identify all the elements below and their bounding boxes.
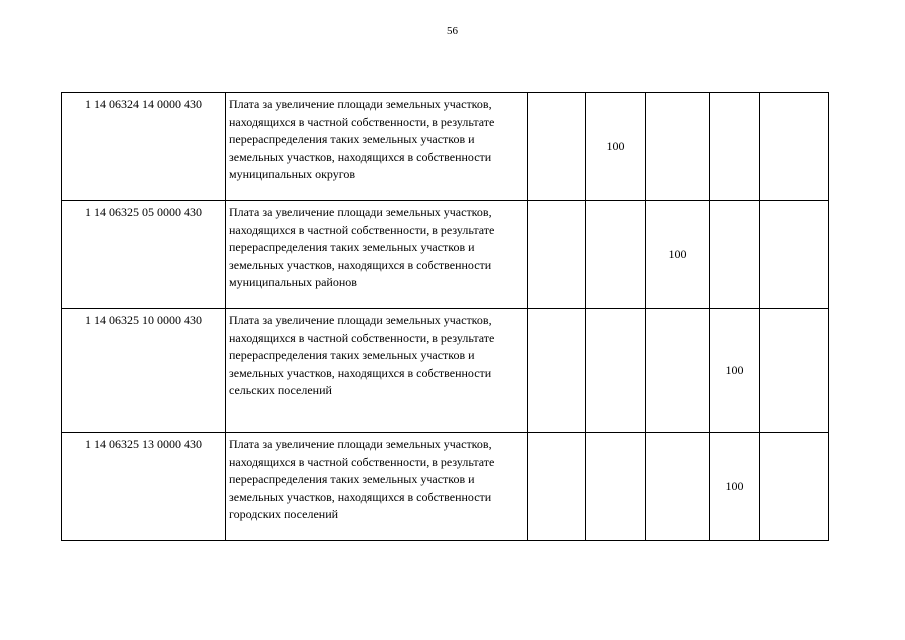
- revenue-code-cell: 1 14 06325 10 0000 430: [62, 309, 226, 433]
- table-row: [62, 433, 829, 541]
- value-cell: 100: [586, 93, 646, 201]
- value-cell: [646, 309, 710, 433]
- value-cell: 100: [646, 201, 710, 309]
- revenue-code-cell: 1 14 06324 14 0000 430: [62, 93, 226, 201]
- value-cell: [710, 201, 760, 309]
- table-row: [62, 309, 829, 433]
- value-cell: [528, 201, 586, 309]
- value-cell: 100: [710, 433, 760, 541]
- revenue-description-cell: Плата за увеличение площади земельных участков, находящихся в частной собственности, в результате перераспределения таких земельных участков и земельных участков, находящихся в собственности муниципальных районов: [226, 201, 528, 309]
- value-cell: [646, 93, 710, 201]
- revenue-description-cell: Плата за увеличение площади земельных участков, находящихся в частной собственности, в результате перераспределения таких земельных участков и земельных участков, находящихся в собственности городских поселений: [226, 433, 528, 541]
- value-cell: [586, 433, 646, 541]
- value-cell: [528, 433, 586, 541]
- value-cell: [586, 201, 646, 309]
- revenue-description-cell: Плата за увеличение площади земельных участков, находящихся в частной собственности, в результате перераспределения таких земельных участков и земельных участков, находящихся в собственности муниципальных округов: [226, 93, 528, 201]
- value-cell: [760, 201, 829, 309]
- value-cell: [528, 93, 586, 201]
- value-cell: [710, 93, 760, 201]
- revenue-code-cell: 1 14 06325 05 0000 430: [62, 201, 226, 309]
- value-cell: [528, 309, 586, 433]
- value-cell: 100: [710, 309, 760, 433]
- revenue-code-cell: 1 14 06325 13 0000 430: [62, 433, 226, 541]
- value-cell: [646, 433, 710, 541]
- value-cell: [760, 93, 829, 201]
- value-cell: [586, 309, 646, 433]
- value-cell: [760, 433, 829, 541]
- revenue-description-cell: Плата за увеличение площади земельных участков, находящихся в частной собственности, в результате перераспределения таких земельных участков и земельных участков, находящихся в собственности сельских поселений: [226, 309, 528, 433]
- value-cell: [760, 309, 829, 433]
- page-number: 56: [447, 25, 458, 37]
- table-row: [62, 201, 829, 309]
- revenue-distribution-table: [61, 92, 829, 541]
- table-row: [62, 93, 829, 201]
